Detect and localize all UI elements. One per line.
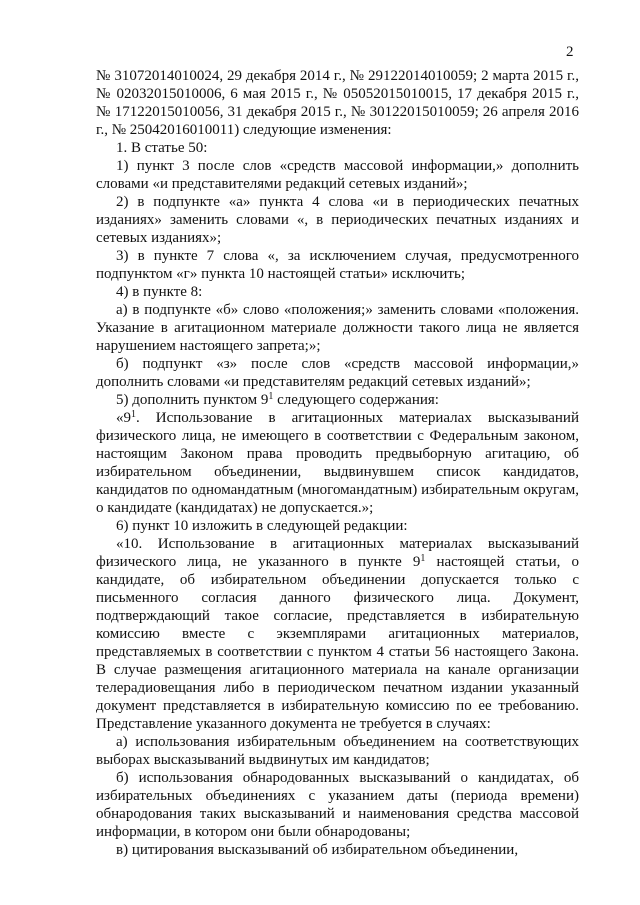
document-body: [96, 67, 579, 859]
paragraph-subitem-a: а) в подпункте «б» слово «положения;» заменить словами «положения. Указание в агитационном материале должности такого лица не является нарушением настоящего запрета;»;: [96, 302, 579, 354]
paragraph-item-2: 2) в подпункте «а» пункта 4 слова «и в периодических печатных изданиях» заменить словами «, в периодических печатных изданиях и сетевых изданиях»;: [96, 194, 579, 246]
paragraph-case-v: в) цитирования высказываний об избирательном объединении,: [116, 842, 519, 858]
paragraph-item-5-text-end: следующего содержания:: [273, 392, 439, 408]
paragraph-item-3: 3) в пункте 7 слова «, за исключением случая, предусмотренного подпунктом «г» пункта 10 настоящей статьи» исключить;: [96, 248, 579, 282]
page-number: 2: [566, 44, 574, 60]
paragraph-point-10-text: настоящей статьи, о кандидате, об избирательном объединении допускается только с письменного согласия данного физического лица. Документ, подтверждающий такое согласие, представляется в избирательную комиссию вместе с экземплярами агитационных материалов, представляемых в соответствии с пунктом 4 статьи 56 настоящего Закона. В случае размещения агитационного материала на канале организации телерадиовещания либо в периодическом печатном издании указанный документ представляется в избирательную комиссию по ее требованию. Представление указанного документа не требуется в случаях:: [96, 554, 579, 732]
paragraph-point-10-start: «10. Использование в агитационных материалах высказываний физического лица, не указанного в пункте 9: [96, 536, 579, 570]
paragraph-case-b: б) использования обнародованных высказываний о кандидатах, об избирательных объединениях с указанием даты (периода времени) обнародования таких высказываний и наименования средства массовой информации, в котором они были обнародованы;: [96, 770, 579, 840]
superscript: 1: [131, 409, 136, 420]
superscript: 1: [268, 391, 274, 402]
paragraph-point-9-1-text: . Использование в агитационных материалах высказываний физического лица, не имеющего в соответствии с Федеральным законом, настоящим Законом права проводить предвыборную агитацию, об избирательном объединении, выдвинувшем список кандидатов, кандидатов по одномандатным (многомандатным) избирательным округам, о кандидате (кандидатах) не допускается.»;: [96, 410, 579, 516]
superscript: 1: [420, 553, 426, 564]
paragraph-article-50: 1. В статье 50:: [116, 140, 208, 156]
paragraph-item-6: 6) пункт 10 изложить в следующей редакции:: [116, 518, 408, 534]
paragraph-point-9-1-start: «9: [116, 410, 131, 426]
paragraph-item-1: 1) пункт 3 после слов «средств массовой информации,» дополнить словами «и представителями редакций сетевых изданий»;: [96, 158, 579, 192]
paragraph-item-5-text: 5) дополнить пунктом 9: [116, 392, 269, 408]
paragraph-item-5: [96, 391, 579, 409]
paragraph-point-9-1: [96, 409, 579, 517]
paragraph-item-4: 4) в пункте 8:: [116, 284, 203, 300]
paragraph-continuation: № 31072014010024, 29 декабря 2014 г., № 29122014010059; 2 марта 2015 г., № 02032015010006, 6 мая 2015 г., № 05052015010015, 17 декабря 2015 г., № 17122015010056, 31 декабря 2015 г., № 30122015010059; 26 апреля 2016 г., № 25042016010011) следующие изменения:: [96, 68, 579, 138]
paragraph-case-a: а) использования избирательным объединением на соответствующих выборах высказываний выдвинутых им кандидатов;: [96, 734, 579, 768]
paragraph-point-10: [96, 535, 579, 733]
paragraph-subitem-b: б) подпункт «з» после слов «средств массовой информации,» дополнить словами «и представителям редакций сетевых изданий»;: [96, 356, 579, 390]
